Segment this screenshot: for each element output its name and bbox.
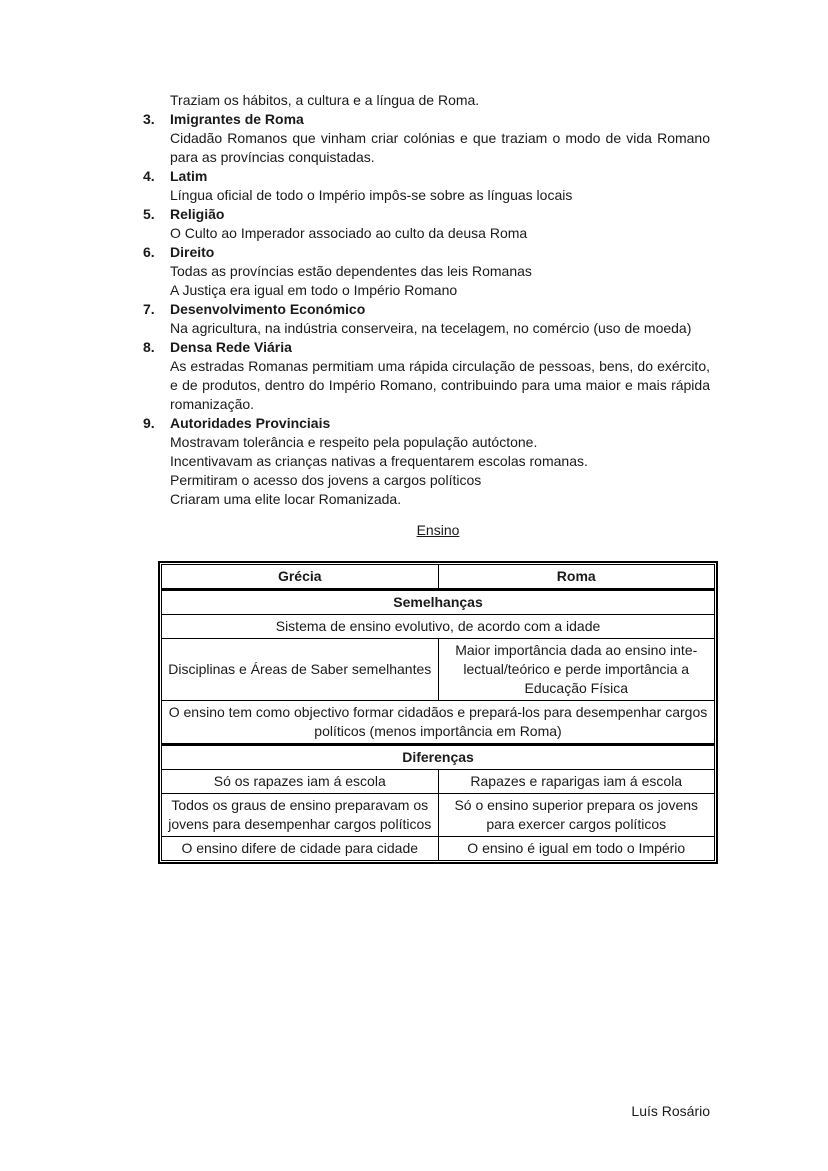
table-cell-grecia: Todos os graus de ensino preparavam os jovens para desempenhar cargos políticos	[162, 794, 439, 837]
list-item-line: Todas as províncias estão dependentes das leis Romanas	[170, 263, 532, 279]
list-item-body	[170, 110, 710, 167]
list-item-body	[170, 338, 710, 414]
list-item	[143, 110, 828, 167]
table-row	[162, 745, 715, 770]
list-item-line: Cidadão Romanos que vinham criar colónias e que traziam o modo de vida Romano para as províncias conquistadas.	[170, 130, 710, 165]
list-item-body	[170, 300, 710, 338]
list-item-line: Mostravam tolerância e respeito pela população autóctone.	[170, 434, 538, 450]
table-row	[162, 770, 715, 794]
table-cell-roma: Rapazes e raparigas iam á escola	[438, 770, 715, 794]
table-row	[162, 615, 715, 639]
list-item-title: Latim	[170, 168, 208, 184]
list-item-line: As estradas Romanas permitiam uma rápida circulação de pessoas, bens, do exército, e de produtos, dentro do Império Romano, contribuindo para uma maior e mais rápida romanização.	[170, 358, 710, 412]
list-item-body	[170, 205, 710, 243]
list-item-line: O Culto ao Imperador associado ao culto da deusa Roma	[170, 225, 528, 241]
section-header-diferencas: Diferenças	[162, 745, 715, 770]
author-signature: Luís Rosário	[631, 1103, 710, 1119]
list-item	[143, 414, 828, 509]
section-heading-ensino: Ensino	[416, 522, 460, 538]
list-item	[143, 338, 828, 414]
list-item-line: Na agricultura, na indústria conserveira, na tecelagem, no comércio (uso de moeda)	[170, 320, 692, 336]
list-item-number: 9.	[143, 415, 155, 431]
list-item-title: Desenvolvimento Económico	[170, 301, 366, 317]
list-item-line: Permitiram o acesso dos jovens a cargos políticos	[170, 472, 482, 488]
table-cell-roma: Maior importância dada ao ensino inte-lectual/teórico e perde importância a Educação Física	[438, 639, 715, 701]
list-item	[143, 205, 828, 243]
table-cell-full: Sistema de ensino evolutivo, de acordo com a idade	[162, 615, 715, 639]
section-header-semelhancas: Semelhanças	[162, 590, 715, 615]
list-item-line: A Justiça era igual em todo o Império Romano	[170, 282, 458, 298]
list-item-number: 5.	[143, 206, 155, 222]
list-item-title: Autoridades Provinciais	[170, 415, 331, 431]
list-item-line: Incentivavam as crianças nativas a frequentarem escolas romanas.	[170, 453, 588, 469]
table-cell-grecia: O ensino difere de cidade para cidade	[162, 837, 439, 861]
list-item-line: Língua oficial de todo o Império impôs-se sobre as línguas locais	[170, 187, 573, 203]
list-item-body	[170, 167, 710, 205]
column-header-grecia: Grécia	[162, 565, 439, 590]
table-row	[162, 837, 715, 861]
list-item-number: 7.	[143, 301, 155, 317]
list-item-title: Imigrantes de Roma	[170, 111, 304, 127]
list-item-number: 6.	[143, 244, 155, 260]
table-cell-grecia: Disciplinas e Áreas de Saber semelhantes	[162, 639, 439, 701]
list-item	[143, 167, 828, 205]
list-item	[143, 300, 828, 338]
table-row	[162, 590, 715, 615]
table-cell-full: O ensino tem como objectivo formar cidadãos e prepará-los para desempenhar cargos políticos (menos importância em Roma)	[162, 701, 715, 745]
table-cell-roma: O ensino é igual em todo o Império	[438, 837, 715, 861]
list-item-title: Densa Rede Viária	[170, 339, 292, 355]
list-item-number: 8.	[143, 339, 155, 355]
list-item-body	[170, 414, 710, 509]
numbered-list	[0, 110, 828, 509]
list-item-line: Criaram uma elite locar Romanizada.	[170, 491, 402, 507]
table-row	[162, 701, 715, 745]
list-item-number: 3.	[143, 111, 155, 127]
column-header-roma: Roma	[438, 565, 715, 590]
table-row	[162, 794, 715, 837]
list-item-title: Religião	[170, 206, 225, 222]
list-item-title: Direito	[170, 244, 215, 260]
table-row	[162, 639, 715, 701]
ensino-comparison-table	[158, 561, 718, 864]
intro-line: Traziam os hábitos, a cultura e a língua de Roma.	[170, 92, 480, 108]
table-cell-grecia: Só os rapazes iam á escola	[162, 770, 439, 794]
table-header-row	[162, 565, 715, 590]
list-item-body	[170, 243, 710, 300]
list-item	[143, 243, 828, 300]
table-cell-roma: Só o ensino superior prepara os jovens para exercer cargos políticos	[438, 794, 715, 837]
list-item-number: 4.	[143, 168, 155, 184]
